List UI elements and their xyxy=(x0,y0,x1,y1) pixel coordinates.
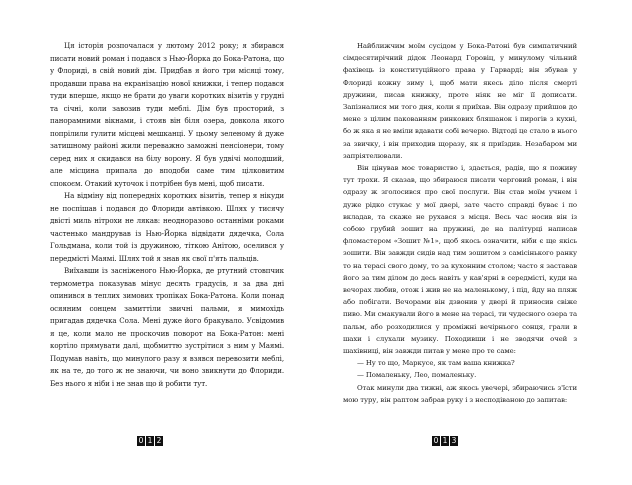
left-page-number-digit: 2 xyxy=(156,436,162,445)
right-page-number-digit: 3 xyxy=(451,436,457,445)
right-paragraph-2: Він цінував моє товариство і, здається, радів, що я поживу тут трохи. Я сказав, що збираюся писати черговий роман, і він одразу ж зголосився про свої послуги. Він став моїм учнем і дуже рідко стукає у мої двері, зате часто справді буває і по вкладав, та скаже не рухався з місця. Весь час носив він із собою грубий зошит на пружині, де на палітурці написав фломастером «Зошит №1», щоб якось означити, ніби є ще якісь зошити. Він завжди сидів над тим зошитом з самісінького ранку то на терасі свого дому, то за кухонним столом; часто я заставав його за тим ділом до десь навіть у кав'ярні в середмісті, куди на вечорах любив, отож і жив не на маленькому, і під, йду на пляж або побігати. Вечорами він дзвонив у двері й приносив свіже пиво. Ми смакували його в мене на терасі, ти чудесного озера та пальм, або розходилися у проміжні вечірнього сонця, грали в шахи і слухали музику. Походивши і не зводячи очей з шахівниці, він завжди питав у мене про те саме: xyxy=(343,164,577,356)
right-page-number xyxy=(432,436,458,446)
left-page xyxy=(50,40,284,390)
right-paragraph-5: Отак минули два тижні, аж якось увечері, збираючись з'їсти мою туру, він раптом забрав руку і з несподіваною до запитав: xyxy=(343,383,577,404)
left-paragraph-3: Виїхавши із засніженого Нью-Йорка, де ртутний стовпчик термометра показував мінус десять градусів, я за два дні опинився в теплих зимових тропіках Бока-Ратона. Коли понад осяяним сонцем замиттіли звичні пальми, я мимохідь пригадав дядечка Сола. Мені дуже його бракувало. Усвідомив я це, коли мало не проскочив поворот на Бока-Ратон: мені кортіло прямувати далі, щобмиттю зустрітися з ним у Маямі. Подумав навіть, що минулого разу я взявся перевозити меблі, як на те, до того ж не знаючи, чи воно звикнути до Флориди. Без нього я ніби і не знав що й робити тут. xyxy=(50,266,284,388)
left-page-number-digit: 0 xyxy=(138,436,144,445)
left-page-number-digit: 1 xyxy=(147,436,153,445)
right-paragraph-4: — Помаленьку, Лео, помаленьку. xyxy=(357,371,477,380)
right-page xyxy=(343,40,577,406)
right-page-number-digit: 1 xyxy=(442,436,448,445)
left-paragraph-2: На відміну від попередніх коротких візитів, тепер я нікуди не поспішав і подався до Флориди автівкою. Шлях у тисячу двісті миль нітрохи не лякав: неодноразово останніми роками частенько мандрував із Нью-Йорка відвідати дядечка, Сола Гольдмана, коли той із дружиною, тіткою Анітою, оселився у передмісті Маямі. Шлях той я знав як свої п'ять пальців. xyxy=(50,191,284,263)
left-page-number xyxy=(137,436,163,446)
left-paragraph-1: Ця історія розпочалася у лютому 2012 року; я збирався писати новий роман і подався з Нью-Йорка до Бока-Ратона, що у Флориді, в свій новий дім. Придбав я його три місяці тому, продавши права на екранізацію нової книжки, і тепер подався туди вперше, якщо не брати до уваги коротких візитів у грудні та січні, коли завозив туди меблі. Дім був просторий, з панорамними вікнами, і стояв він біля озера, довкола якого попрілили гулити місцеві мешканці. У цьому зеленому й дуже затишному районі жили переважно заможні пенсіонери, тому серед них я скидався на білу ворону. Я був удвічі молодший, але місцина припала до вподоби саме тим цілковитим спокоєм. Отакий куточок і потрібен був мені, щоб писати. xyxy=(50,41,284,188)
right-page-number-digit: 0 xyxy=(433,436,439,445)
right-paragraph-3: — Ну то що, Маркусе, як там ваша книжка? xyxy=(357,359,515,368)
right-paragraph-1: Найближчим моїм сусідом у Бока-Ратоні був симпатичний сімдесятирічний дідок Леонард Горовіц, у минулому чільний фахівець із конституційного права у Гарварді; він збував у Флориді кожну зиму і, щоб мати якесь діло після смерті дружини, писав книжку, проте ніяк не міг її дописати. Запізналися ми того дня, коли я приїхав. Він одразу прийшов до мене з цілим пакованням ринкових бляшанок і пирогів з кухні, бо ж яка я не вміли вдавати собі вечерю. Відтоді це стало в нього за звичку, і він приходив щоразу, як я приїздив. Незабаром ми запріятелювали. xyxy=(343,42,577,160)
